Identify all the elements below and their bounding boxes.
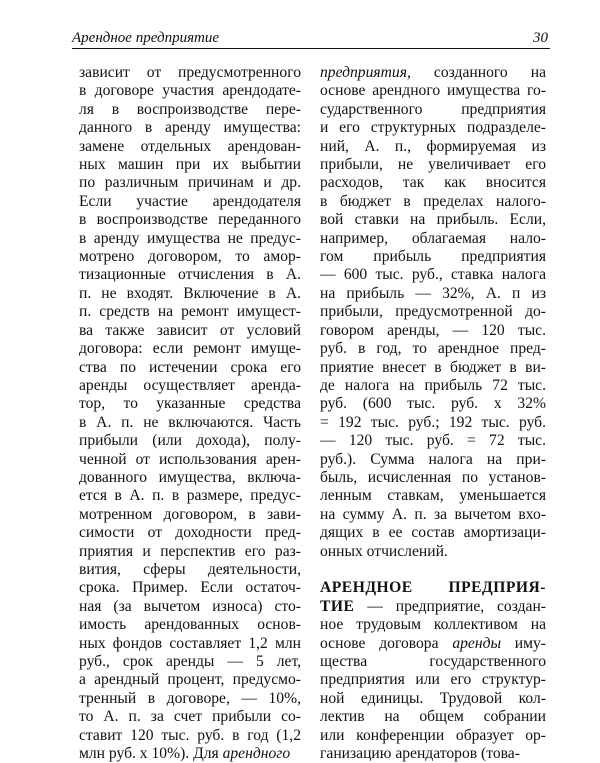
text-line	[320, 451, 546, 469]
text-line	[320, 395, 546, 413]
text-line	[79, 727, 301, 745]
text-line	[79, 64, 301, 82]
text-line	[320, 414, 546, 432]
line-text: руб., срок аренды — 5 лет,	[79, 653, 301, 670]
text-line	[320, 745, 546, 763]
text-line	[79, 598, 301, 616]
text-line	[79, 543, 301, 561]
line-text: сударственного предприятия	[320, 100, 546, 118]
text-line	[79, 395, 301, 413]
line-text: гом прибыль предприятия	[320, 248, 546, 266]
line-text: тор, то указанные средства	[79, 395, 301, 413]
line-text: замене отдельных арендован-	[79, 137, 301, 155]
line-text: п. не входят. Включение в А.	[79, 284, 301, 302]
text-line	[79, 174, 301, 192]
line-text: лектив на общем собрании	[320, 708, 546, 726]
text-line	[79, 432, 301, 450]
line-text: — 120 тыс. руб. = 72 тыс.	[320, 432, 546, 450]
line-text: срока. Пример. Если остаточ-	[79, 579, 301, 597]
line-text: ное трудовым коллективом на	[320, 616, 546, 634]
line-text: предприятия или его структур-	[320, 671, 546, 689]
text-line	[79, 138, 301, 156]
line-text: ганизацию арендаторов (това-	[320, 745, 520, 763]
text-line	[79, 266, 301, 284]
text-line	[320, 230, 546, 248]
text-line	[320, 543, 546, 561]
line-text: ля в воспроизводстве пере-	[79, 100, 301, 118]
line-text: приятия и перспектив его раз-	[79, 542, 301, 560]
text-line	[320, 174, 546, 192]
text-line	[79, 469, 301, 487]
text-line	[79, 487, 301, 505]
text-line	[79, 635, 301, 653]
text-line	[320, 561, 546, 579]
line-text: — 600 тыс. руб., ставка налога	[320, 266, 546, 284]
text-line	[320, 82, 546, 100]
text-line	[320, 506, 546, 524]
text-line	[320, 285, 546, 303]
line-text: — предприятие, создан-	[354, 597, 546, 615]
line-text: ных фондов составляет 1,2 млн	[79, 634, 301, 652]
line-text: ная (за вычетом износа) сто-	[79, 597, 301, 615]
text-line	[79, 451, 301, 469]
line-text: быль, исчисленная по установ-	[320, 468, 546, 486]
text-line	[320, 303, 546, 321]
line-text: иму-	[501, 634, 546, 652]
text-line	[79, 616, 301, 634]
text-line	[79, 377, 301, 395]
text-line	[79, 211, 301, 229]
line-text: имость арендованных основ-	[79, 616, 301, 634]
line-text: в А. п. не включаются. Часть	[79, 413, 301, 431]
line-text: в договоре участия арендодате-	[79, 82, 301, 100]
text-line	[79, 506, 301, 524]
line-text: зависит от предусмотренного	[79, 64, 301, 81]
line-text: руб.). Сумма налога на при-	[320, 450, 546, 468]
text-line	[79, 82, 301, 100]
line-text: по различным причинам и др.	[79, 174, 301, 192]
line-text: Если участие арендодателя	[79, 192, 301, 210]
line-text: в воспроизводстве переданного	[79, 211, 301, 229]
text-line	[79, 690, 301, 708]
line-text: млн руб. х 10%). Для	[79, 745, 223, 763]
text-line	[320, 598, 546, 616]
text-line	[79, 119, 301, 137]
text-line	[79, 671, 301, 689]
line-text: щества государственного	[320, 653, 546, 670]
line-text: прибыли, предусмотренной до-	[320, 303, 546, 321]
italic-term: аренды	[452, 634, 502, 652]
text-line	[320, 487, 546, 505]
line-text: на прибыль — 32%, А. п из	[320, 284, 546, 302]
text-line	[320, 653, 546, 671]
line-text: де налога на прибыль 72 тыс.	[320, 376, 546, 394]
line-text: договора: если ремонт имуще-	[79, 340, 301, 358]
text-line	[79, 303, 301, 321]
text-line	[79, 230, 301, 248]
text-line	[320, 469, 546, 487]
line-text: мотренном договором, в зави-	[79, 505, 301, 523]
line-text: вития, сферы деятельности,	[79, 560, 301, 578]
text-line	[79, 745, 301, 763]
text-line	[320, 616, 546, 634]
text-line	[79, 248, 301, 266]
italic-term: предприятия	[320, 64, 407, 81]
text-line	[79, 285, 301, 303]
line-text: дованного имущества, включа-	[79, 468, 301, 486]
running-header	[72, 28, 550, 49]
text-line	[320, 432, 546, 450]
text-line	[320, 579, 546, 597]
line-text: руб. в год, то арендное пред-	[320, 340, 546, 358]
line-text: приятие внесет в бюджет в ви-	[320, 358, 546, 376]
line-text: прибыли, не увеличивает его	[320, 156, 546, 174]
text-line	[79, 156, 301, 174]
entry-headword: АРЕНДНОЕ ПРЕДПРИЯ-	[320, 579, 546, 597]
line-text: ства по истечении срока его	[79, 358, 301, 376]
line-text: ставит 120 тыс. руб. в год (1,2	[79, 726, 301, 744]
text-line	[320, 211, 546, 229]
line-text: а арендный процент, предусмо-	[79, 671, 301, 689]
line-text: то А. п. за счет прибыли со-	[79, 708, 301, 726]
line-text: в аренду имущества не предус-	[79, 229, 301, 247]
text-line	[79, 322, 301, 340]
entry-headword: ТИЕ	[320, 597, 355, 615]
line-text: = 192 тыс. руб.; 192 тыс. руб.	[320, 413, 546, 431]
text-line	[320, 671, 546, 689]
text-line	[79, 193, 301, 211]
line-text: основе договора	[320, 634, 453, 652]
line-text: симости от доходности пред-	[79, 524, 301, 542]
line-text: тренный в договоре, — 10%,	[79, 689, 301, 707]
text-line	[320, 727, 546, 745]
line-text: расходов, так как вносится	[320, 174, 546, 192]
text-line	[79, 653, 301, 671]
header-title: Арендное предприятие	[72, 30, 220, 46]
text-line	[79, 708, 301, 726]
line-text: ченной от использования арен-	[79, 450, 301, 468]
text-line	[320, 119, 546, 137]
line-text: руб. (600 тыс. руб. х 32%	[320, 395, 546, 413]
line-text: на сумму А. п. за вычетом вхо-	[320, 505, 546, 523]
text-line	[320, 156, 546, 174]
text-line	[79, 359, 301, 377]
line-text: ний, А. п., формируемая из	[320, 137, 546, 155]
line-text: п. средств на ремонт имущест-	[79, 303, 301, 321]
line-text: вой ставки на прибыль. Если,	[320, 211, 546, 229]
italic-term: арендного	[222, 745, 291, 763]
line-text: и его структурных подразделе-	[320, 119, 546, 137]
right-text-column	[320, 64, 546, 763]
text-line	[320, 322, 546, 340]
line-text: ва также зависит от условий	[79, 321, 301, 339]
text-line	[320, 708, 546, 726]
text-line	[320, 193, 546, 211]
text-line	[320, 266, 546, 284]
text-line	[79, 101, 301, 119]
text-line	[79, 579, 301, 597]
text-line	[320, 377, 546, 395]
line-text: в бюджет в пределах налого-	[320, 192, 546, 210]
line-text: онных отчислений.	[320, 542, 448, 560]
line-text: данного в аренду имущества:	[79, 119, 301, 137]
left-text-column	[79, 64, 301, 763]
line-text: ется в А. п. в размере, предус-	[79, 487, 301, 505]
text-line	[79, 414, 301, 432]
line-text: говором аренды, — 120 тыс.	[320, 321, 546, 339]
line-text: например, облагаемая нало-	[320, 229, 546, 247]
line-text: основе арендного имущества го-	[320, 82, 546, 100]
text-line	[320, 101, 546, 119]
text-line	[79, 561, 301, 579]
line-text: прибыли (или дохода), полу-	[79, 432, 301, 450]
text-line	[320, 64, 546, 82]
line-text: или конференции образует ор-	[320, 726, 546, 744]
text-line	[320, 635, 546, 653]
text-line	[79, 524, 301, 542]
text-line	[320, 248, 546, 266]
page-number: 30	[533, 30, 548, 46]
line-text: ной единицы. Трудовой кол-	[320, 689, 546, 707]
line-text: ленным ставкам, уменьшается	[320, 487, 546, 505]
text-line	[320, 524, 546, 542]
line-text: тизационные отчисления в А.	[79, 266, 301, 284]
text-line	[320, 340, 546, 358]
line-text: аренды осуществляет арендa-	[79, 376, 301, 394]
text-line	[320, 359, 546, 377]
line-text: мотрено договором, то амор-	[79, 248, 301, 266]
text-line	[79, 340, 301, 358]
text-line	[320, 690, 546, 708]
line-text: дящих в ее состав амортизаци-	[320, 524, 546, 542]
line-text: , созданного на	[406, 64, 546, 81]
line-text: ных машин при их выбытии	[79, 156, 301, 174]
text-line	[320, 138, 546, 156]
